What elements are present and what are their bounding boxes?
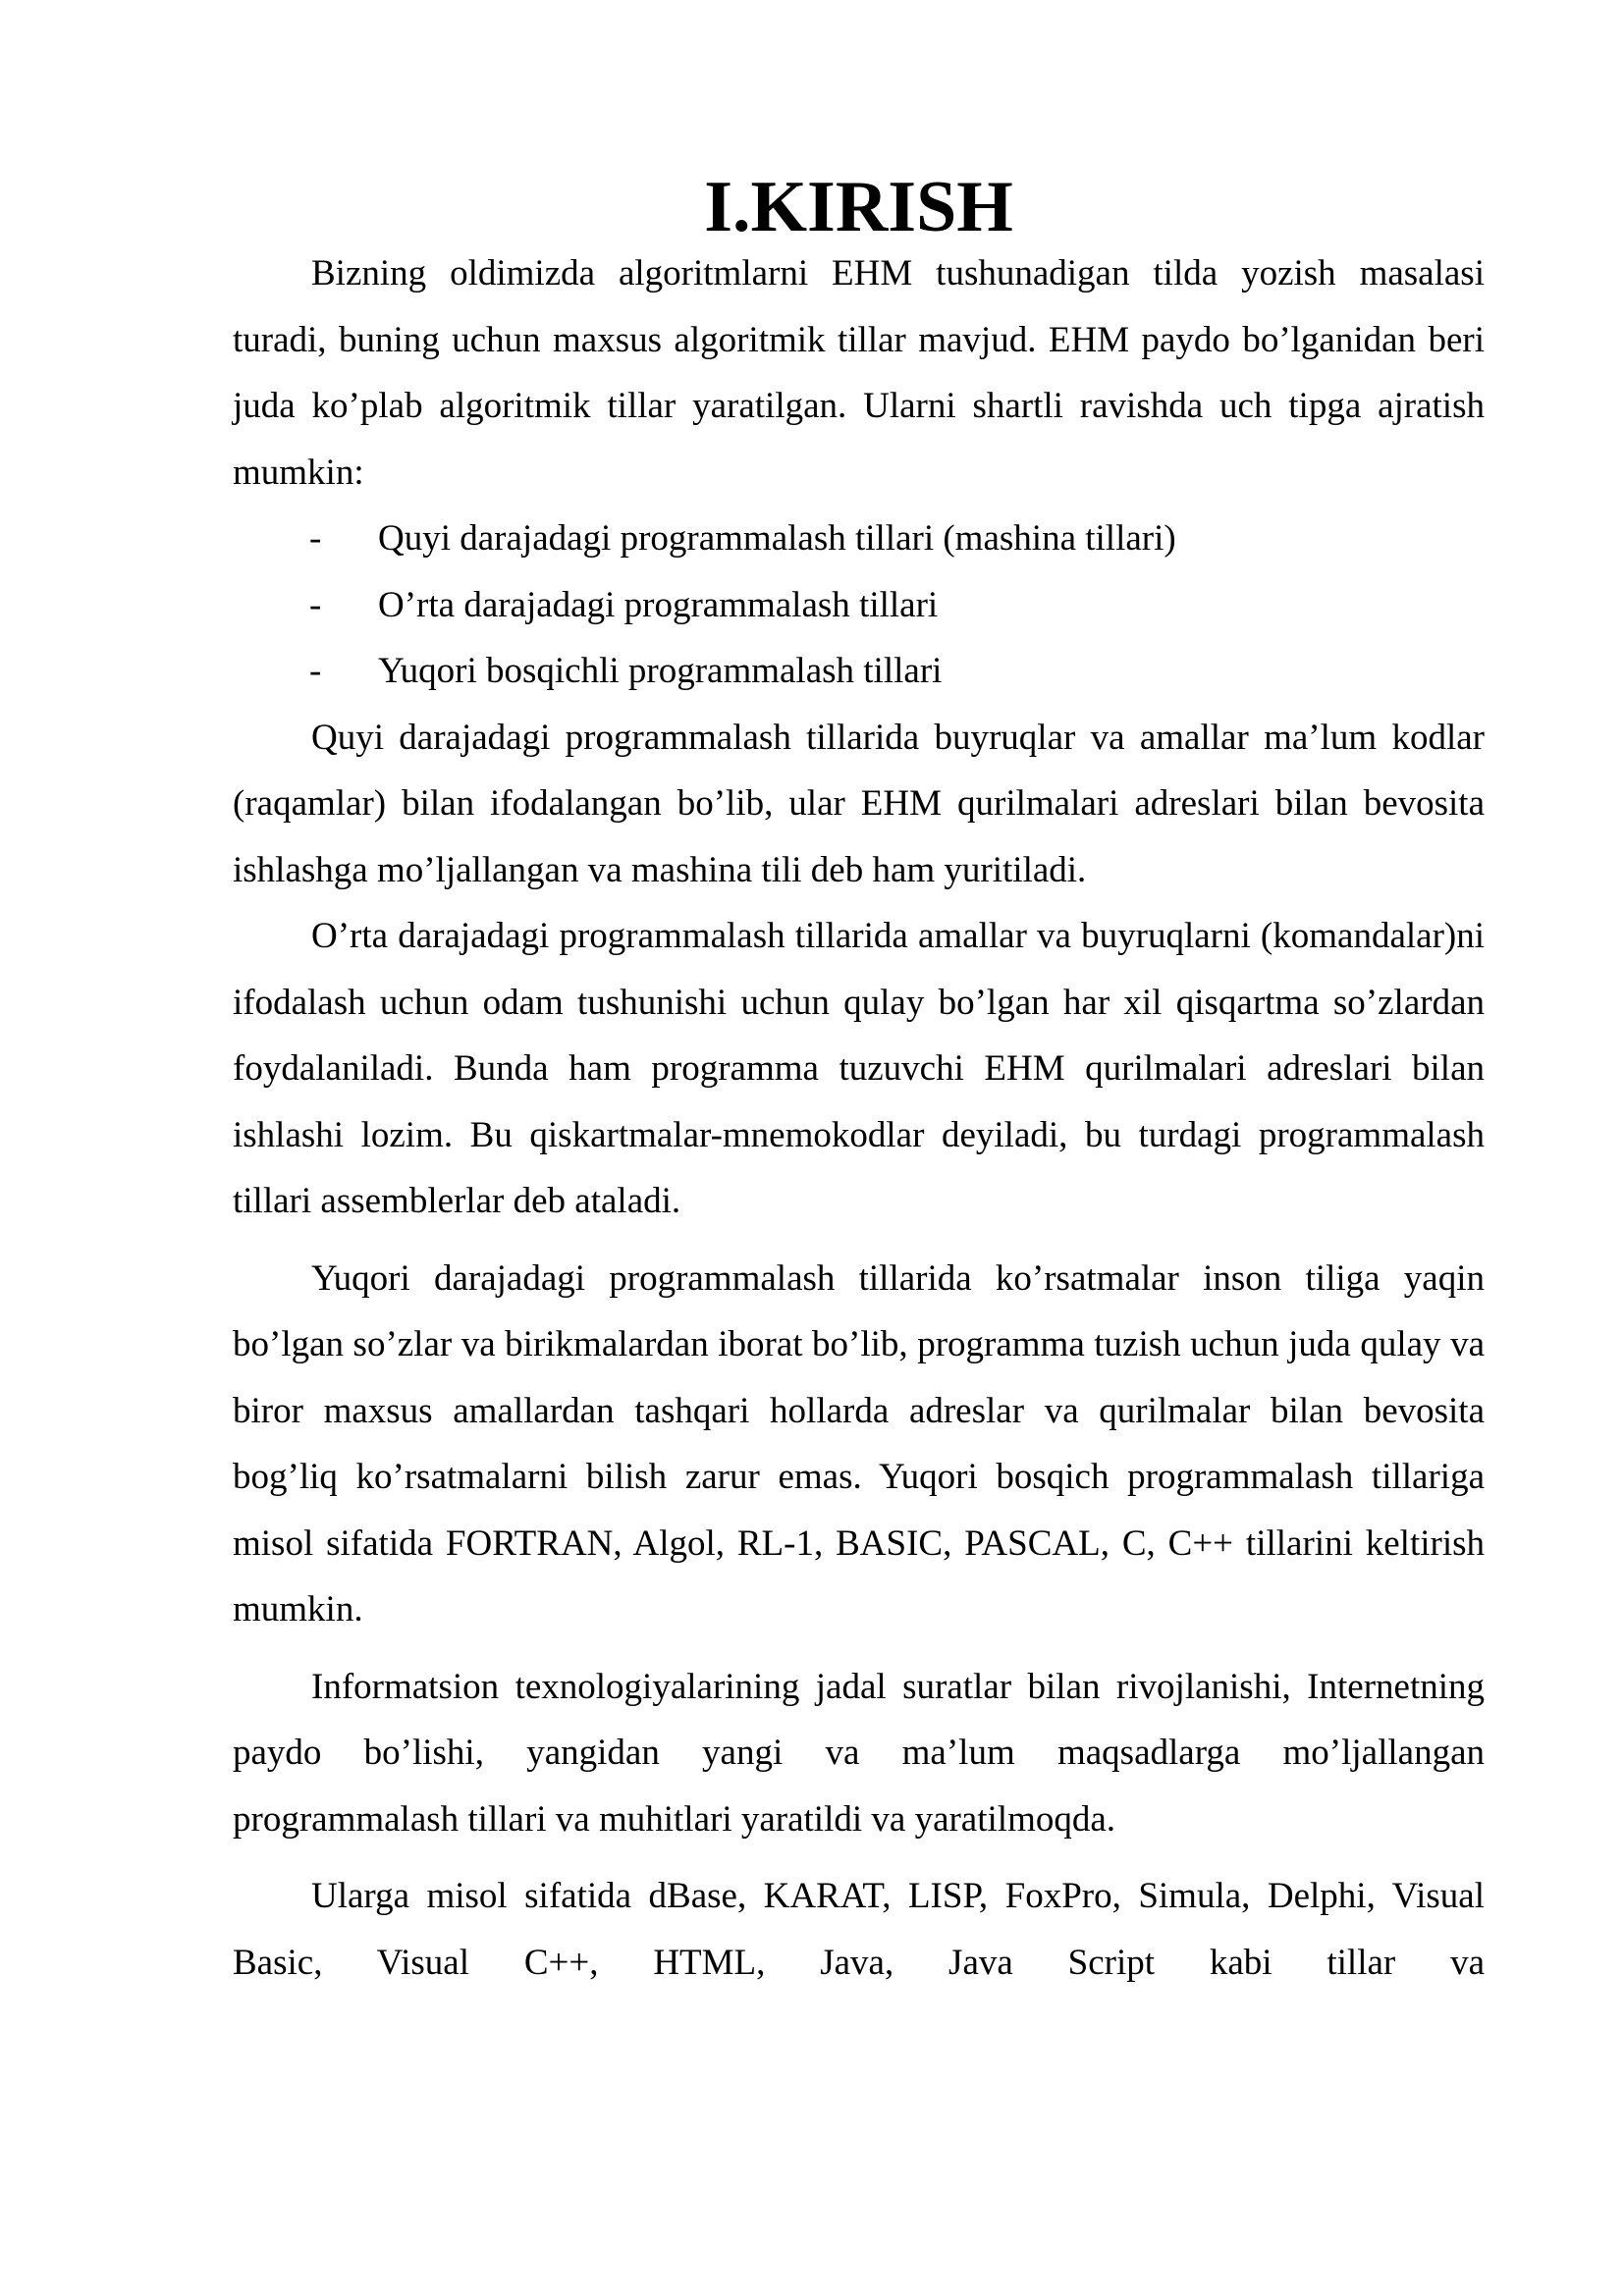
document-page [233,167,1485,1996]
list-bullet: - [309,651,322,691]
list-item [233,572,1485,639]
list-bullet: - [309,584,322,625]
list-item-text: Yuqori bosqichli programmalash tillari [378,651,943,691]
language-levels-list [233,506,1485,705]
intro-paragraph: Bizning oldimizda algoritmlarni EHM tushunadigan tilda yozish masalasi turadi, buning uchun maxsus algoritmik tillar mavjud. EHM paydo bo’lganidan beri juda ko’plab algoritmik tillar yaratilgan. Ularni shartli ravishda uch tipga ajratish mumkin: [233,253,1485,493]
page-title: I.KIRISH [704,167,1013,247]
high-level-paragraph: Yuqori darajadagi programmalash tillarida ko’rsatmalar inson tiliga yaqin bo’lgan so’zlar va birikmalardan iborat bo’lib, programma tuzish uchun juda qulay va biror maxsus amallardan tashqari hollarda adreslar va qurilmalar bilan bevosita bog’liq ko’rsatmalarni bilish zarur emas. Yuqori bosqich programmalash tillariga misol sifatida FORTRAN, Algol, RL-1, BASIC, PASCAL, C, C++ tillarini keltirish mumkin. [233,1257,1485,1629]
list-item [233,638,1485,705]
low-level-paragraph: Quyi darajadagi programmalash tillarida buyruqlar va amallar ma’lum kodlar (raqamlar) bilan ifodalangan bo’lib, ular EHM qurilmalari adreslari bilan bevosita ishlashga mo’ljallangan va mashina tili deb ham yuritiladi. [233,717,1485,890]
it-development-paragraph: Informatsion texnologiyalarining jadal suratlar bilan rivojlanishi, Internetning paydo bo’lishi, yangidan yangi va ma’lum maqsadlarga mo’ljallangan programmalash tillari va muhitlari yaratildi va yaratilmoqda. [233,1666,1485,1840]
list-item-text: Quyi darajadagi programmalash tillari (mashina tillari) [378,518,1176,559]
mid-level-paragraph: O’rta darajadagi programmalash tillarida amallar va buyruqlarni (komandalar)ni ifodalash uchun odam tushunishi uchun qulay bo’lgan har xil qisqartma so’zlardan foydalaniladi. Bunda ham programma tuzuvchi EHM qurilmalari adreslari bilan ishlashi lozim. Bu qiskartmalar-mnemokodlar deyiladi, bu turdagi programmalash tillari assemblerlar deb ataladi. [233,916,1485,1221]
list-item [233,506,1485,572]
examples-paragraph: Ularga misol sifatida dBase, KARAT, LISP, FoxPro, Simula, Delphi, Visual Basic, Visual C++, HTML, Java, Java Script kabi tillar va [233,1876,1485,1983]
list-bullet: - [309,518,322,559]
list-item-text: O’rta darajadagi programmalash tillari [378,584,939,625]
